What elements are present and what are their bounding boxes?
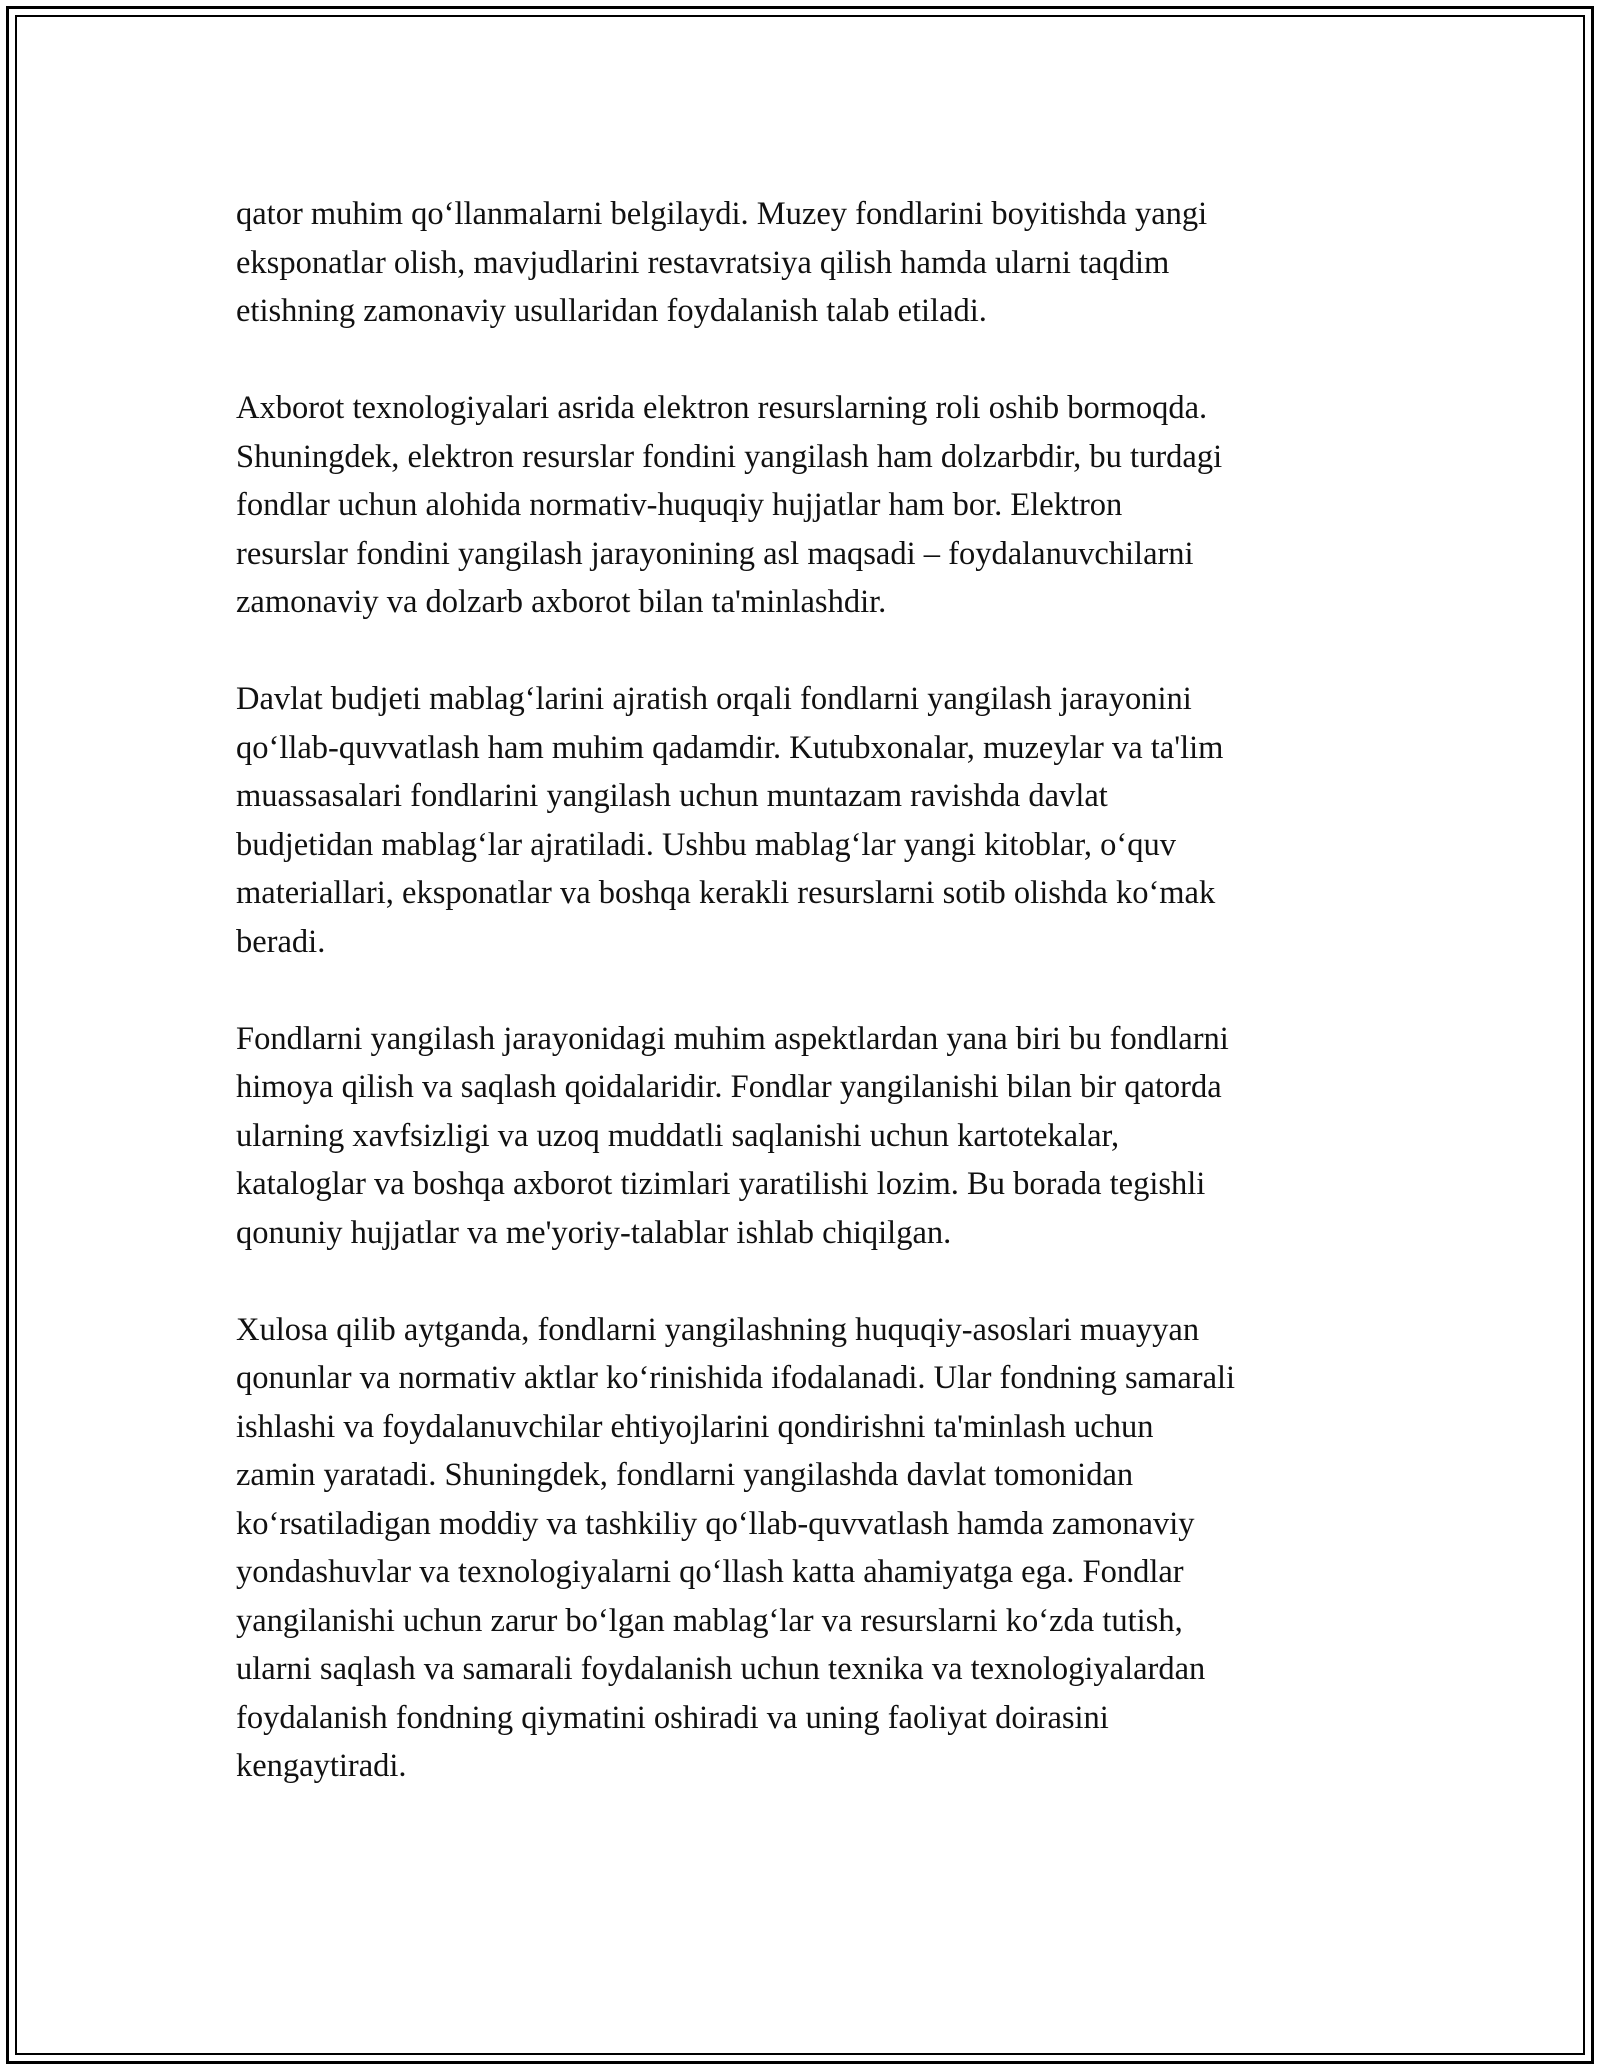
text-line: yangilanishi uchun zarur bo‘lgan mablag‘lar va resurslarni ko‘zda tutish, (236, 1602, 1183, 1639)
text-line: yondashuvlar va texnologiyalarni qo‘llash katta ahamiyatga ega. Fondlar (236, 1554, 1184, 1590)
text-line: muassasalari fondlarini yangilash uchun muntazam ravishda davlat (236, 778, 1108, 814)
paragraph-3 (236, 675, 1376, 966)
text-line: Shuningdek, elektron resurslar fondini yangilash ham dolzarbdir, bu turdagi (236, 438, 1223, 475)
text-line: zamin yaratadi. Shuningdek, fondlarni yangilashda davlat tomonidan (236, 1457, 1134, 1493)
text-line: beradi. (236, 923, 326, 960)
text-line: qonunlar va normativ aktlar ko‘rinishida ifodalanadi. Ular fondning samarali (236, 1360, 1236, 1396)
text-line: ishlashi va foydalanuvchilar ehtiyojlarini qondirishni ta'minlash uchun (236, 1408, 1154, 1445)
text-line: zamonaviy va dolzarb axborot bilan ta'minlashdir. (236, 584, 887, 620)
text-line: ko‘rsatiladigan moddiy va tashkiliy qo‘llab-quvvatlash hamda zamonaviy (236, 1505, 1195, 1542)
text-line: ularni saqlash va samarali foydalanish uchun texnika va texnologiyalardan (236, 1651, 1206, 1687)
paragraph-5 (236, 1306, 1376, 1791)
paragraph-4 (236, 1015, 1376, 1258)
text-line: ularning xavfsizligi va uzoq muddatli saqlanishi uchun kartotekalar, (236, 1117, 1120, 1154)
text-line: materiallari, eksponatlar va boshqa kerakli resurslarni sotib olishda ko‘mak (236, 875, 1216, 911)
paragraph-2 (236, 384, 1376, 627)
text-line: Axborot texnologiyalari asrida elektron resurslarning roli oshib bormoqda. (236, 390, 1208, 426)
text-line: eksponatlar olish, mavjudlarini restavratsiya qilish hamda ularni taqdim (236, 244, 1170, 281)
text-line: kengaytiradi. (236, 1748, 407, 1784)
text-line: himoya qilish va saqlash qoidalaridir. Fondlar yangilanishi bilan bir qatorda (236, 1069, 1222, 1105)
text-line: fondlar uchun alohida normativ-huquqiy hujjatlar ham bor. Elektron (236, 487, 1123, 523)
text-line: etishning zamonaviy usullaridan foydalanish talab etiladi. (236, 293, 987, 329)
text-line: foydalanish fondning qiymatini oshiradi va uning faoliyat doirasini (236, 1699, 1109, 1736)
text-line: Davlat budjeti mablag‘larini ajratish orqali fondlarni yangilash jarayonini (236, 681, 1192, 717)
text-line: qo‘llab-quvvatlash ham muhim qadamdir. Kutubxonalar, muzeylar va ta'lim (236, 729, 1224, 766)
paragraph-1 (236, 190, 1376, 336)
text-line: resurslar fondini yangilash jarayonining asl maqsadi – foydalanuvchilarni (236, 535, 1194, 572)
text-line: kataloglar va boshqa axborot tizimlari yaratilishi lozim. Bu borada tegishli (236, 1166, 1206, 1202)
text-line: Fondlarni yangilash jarayonidagi muhim aspektlardan yana biri bu fondlarni (236, 1020, 1229, 1057)
text-line: Xulosa qilib aytganda, fondlarni yangilashning huquqiy-asoslari muayyan (236, 1311, 1200, 1348)
text-line: budjetidan mablag‘lar ajratiladi. Ushbu mablag‘lar yangi kitoblar, o‘quv (236, 826, 1177, 863)
text-line: qator muhim qo‘llanmalarni belgilaydi. Muzey fondlarini boyitishda yangi (236, 196, 1208, 232)
text-line: qonuniy hujjatlar va me'yoriy-talablar ishlab chiqilgan. (236, 1214, 952, 1251)
document-body (236, 190, 1376, 1839)
